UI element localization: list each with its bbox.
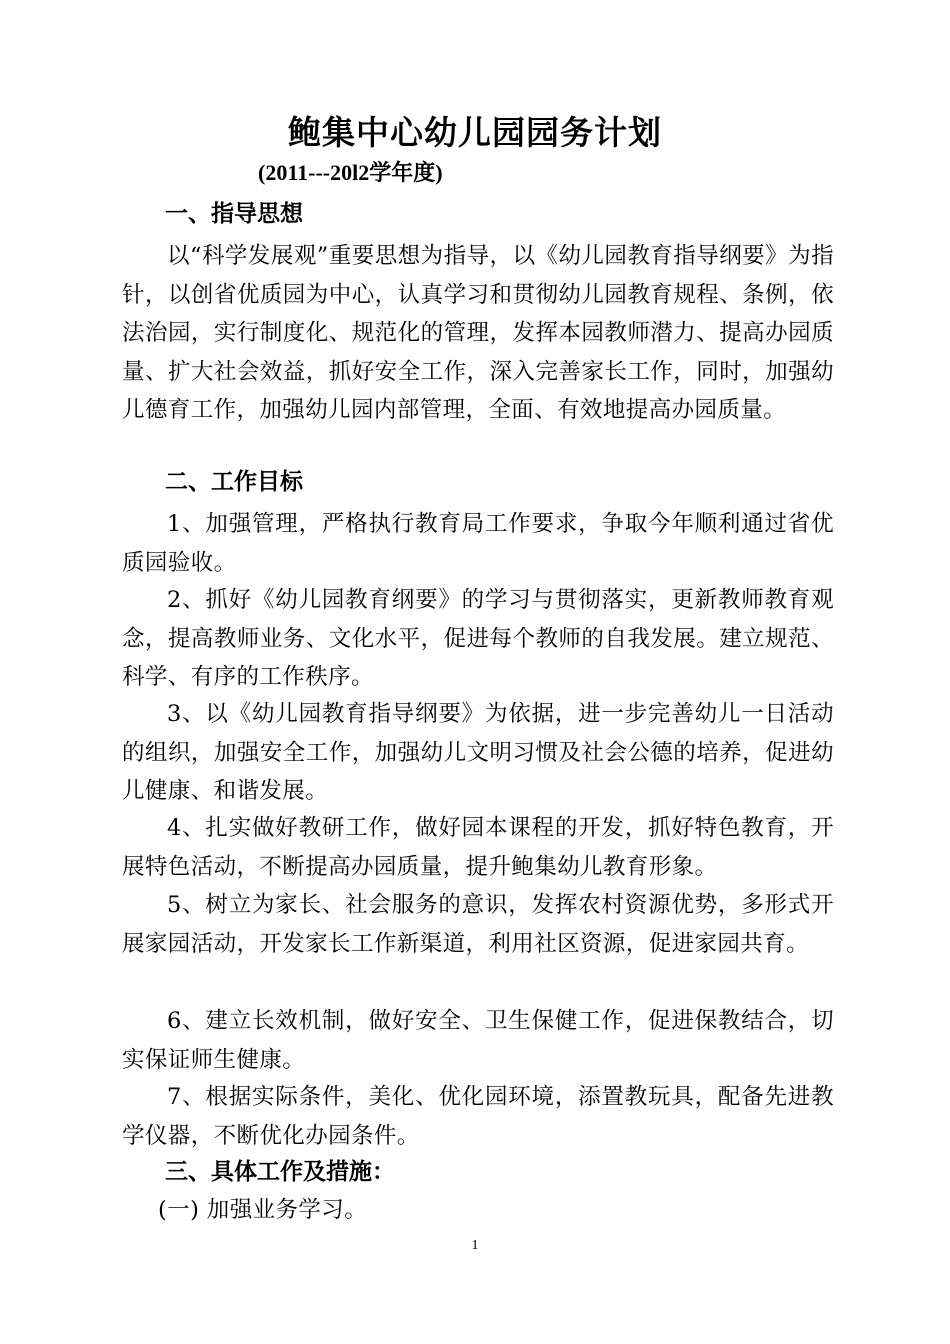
goal-item-5: 5、树立为家长、社会服务的意识，发挥农村资源优势，多形式开展家园活动，开发家长工作新渠道，利用社区资源，促进家园共育。 (122, 892, 834, 957)
goal-item-6: 6、建立长效机制，做好安全、卫生保健工作，促进保教结合，切实保证师生健康。 (122, 1008, 834, 1073)
document-subtitle: (2011---20l2学年度) (258, 160, 443, 185)
measures-sub-heading: (一) 加强业务学习。 (158, 1197, 368, 1223)
document-title: 鲍集中心幼儿园园务计划 (288, 113, 662, 152)
goal-item-1: 1、加强管理，严格执行教育局工作要求，争取今年顺利通过省优质园验收。 (122, 511, 834, 576)
goal-item-7: 7、根据实际条件，美化、优化园环境，添置教玩具，配备先进教学仪器，不断优化办园条件。 (122, 1084, 834, 1149)
goal-item-2: 2、抓好《幼儿园教育纲要》的学习与贯彻落实，更新教师教育观念，提高教师业务、文化水平，促进每个教师的自我发展。建立规范、科学、有序的工作秩序。 (122, 587, 834, 690)
goal-item-4: 4、扎实做好教研工作，做好园本课程的开发，抓好特色教育，开展特色活动，不断提高办园质量，提升鲍集幼儿教育形象。 (122, 815, 834, 880)
section-heading-guiding: 一、指导思想 (165, 201, 303, 227)
section-heading-goals: 二、工作目标 (165, 469, 303, 495)
section-heading-measures: 三、具体工作及措施： (165, 1159, 395, 1185)
paragraph-guiding: 以“科学发展观”重要思想为指导，以《幼儿园教育指导纲要》为指针，以创省优质园为中心，认真学习和贯彻幼儿园教育规程、条例，依法治园，实行制度化、规范化的管理，发挥本园教师潜力、提高办园质量、扩大社会效益，抓好安全工作，深入完善家长工作，同时，加强幼儿德育工作，加强幼儿园内部管理，全面、有效地提高办园质量。 (122, 243, 834, 423)
goal-item-3: 3、以《幼儿园教育指导纲要》为依据，进一步完善幼儿一日活动的组织，加强安全工作，加强幼儿文明习惯及社会公德的培养，促进幼儿健康、和谐发展。 (122, 701, 834, 804)
page-number: 1 (471, 1238, 479, 1253)
